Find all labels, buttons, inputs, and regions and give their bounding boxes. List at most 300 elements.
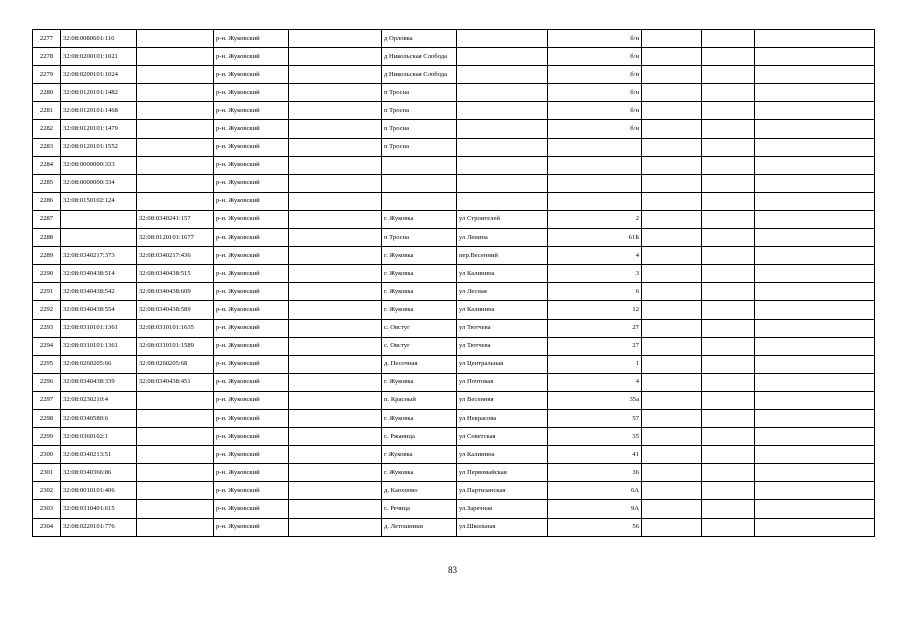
column-10-cell xyxy=(702,355,755,373)
extra-address-cell xyxy=(289,500,382,518)
table-row xyxy=(33,156,875,174)
column-10-cell xyxy=(702,319,755,337)
district-cell: р-н. Жуковский xyxy=(214,301,289,319)
extra-address-cell xyxy=(289,283,382,301)
column-9-cell xyxy=(642,247,702,265)
related-cadastral-number-cell xyxy=(137,518,214,536)
house-number-cell xyxy=(548,138,642,156)
column-10-cell xyxy=(702,138,755,156)
house-number-cell: 36 xyxy=(548,464,642,482)
table-row xyxy=(33,229,875,247)
house-number-cell: б/н xyxy=(548,66,642,84)
locality-cell: с. Ржаница xyxy=(382,428,457,446)
street-cell: ул Тютчева xyxy=(457,337,548,355)
related-cadastral-number-cell: 32:08:0340217:436 xyxy=(137,247,214,265)
cadastral-number-cell: 32:08:0360102:1 xyxy=(61,428,137,446)
district-cell: р-н. Жуковский xyxy=(214,102,289,120)
district-cell: р-н. Жуковский xyxy=(214,446,289,464)
column-11-cell xyxy=(755,337,875,355)
street-cell xyxy=(457,156,548,174)
street-cell xyxy=(457,192,548,210)
table-row xyxy=(33,446,875,464)
house-number-cell: 61Б xyxy=(548,229,642,247)
column-11-cell xyxy=(755,391,875,409)
table-row xyxy=(33,265,875,283)
extra-address-cell xyxy=(289,518,382,536)
house-number-cell: б/н xyxy=(548,84,642,102)
column-11-cell xyxy=(755,229,875,247)
row-number-cell: 2293 xyxy=(33,319,61,337)
row-number-cell: 2288 xyxy=(33,229,61,247)
related-cadastral-number-cell xyxy=(137,428,214,446)
table-row xyxy=(33,138,875,156)
cadastral-number-cell: 32:08:0340438:339 xyxy=(61,373,137,391)
table-row xyxy=(33,48,875,66)
locality-cell: п Тросна xyxy=(382,120,457,138)
cadastral-number-cell: 32:08:0260205:66 xyxy=(61,355,137,373)
district-cell: р-н. Жуковский xyxy=(214,120,289,138)
extra-address-cell xyxy=(289,373,382,391)
district-cell: р-н. Жуковский xyxy=(214,319,289,337)
related-cadastral-number-cell: 32:08:0310101:1589 xyxy=(137,337,214,355)
street-cell xyxy=(457,102,548,120)
column-11-cell xyxy=(755,428,875,446)
extra-address-cell xyxy=(289,265,382,283)
column-11-cell xyxy=(755,283,875,301)
column-9-cell xyxy=(642,66,702,84)
district-cell: р-н. Жуковский xyxy=(214,464,289,482)
extra-address-cell xyxy=(289,30,382,48)
column-11-cell xyxy=(755,120,875,138)
street-cell xyxy=(457,66,548,84)
house-number-cell: 2 xyxy=(548,210,642,228)
extra-address-cell xyxy=(289,355,382,373)
column-9-cell xyxy=(642,337,702,355)
cadastral-number-cell: 32:08:0310401:615 xyxy=(61,500,137,518)
street-cell: ул Советская xyxy=(457,428,548,446)
house-number-cell: 27 xyxy=(548,337,642,355)
column-11-cell xyxy=(755,265,875,283)
house-number-cell: 4 xyxy=(548,247,642,265)
column-10-cell xyxy=(702,518,755,536)
column-9-cell xyxy=(642,84,702,102)
house-number-cell: 35а xyxy=(548,391,642,409)
cadastral-number-cell: 32:08:0120101:1468 xyxy=(61,102,137,120)
street-cell xyxy=(457,174,548,192)
column-9-cell xyxy=(642,48,702,66)
row-number-cell: 2279 xyxy=(33,66,61,84)
row-number-cell: 2292 xyxy=(33,301,61,319)
locality-cell: г. Жуковка xyxy=(382,409,457,427)
extra-address-cell xyxy=(289,120,382,138)
district-cell: р-н. Жуковский xyxy=(214,409,289,427)
column-10-cell xyxy=(702,48,755,66)
cadastral-number-cell: 32:08:0010101:406 xyxy=(61,482,137,500)
extra-address-cell xyxy=(289,301,382,319)
column-10-cell xyxy=(702,120,755,138)
house-number-cell: 9А xyxy=(548,500,642,518)
district-cell: р-н. Жуковский xyxy=(214,156,289,174)
column-10-cell xyxy=(702,66,755,84)
street-cell: ул.Партизанская xyxy=(457,482,548,500)
extra-address-cell xyxy=(289,48,382,66)
column-9-cell xyxy=(642,102,702,120)
row-number-cell: 2283 xyxy=(33,138,61,156)
table-row xyxy=(33,409,875,427)
extra-address-cell xyxy=(289,84,382,102)
cadastral-number-cell: 32:08:0340438:542 xyxy=(61,283,137,301)
table-row xyxy=(33,319,875,337)
house-number-cell: 6 xyxy=(548,283,642,301)
page-number: 83 xyxy=(448,565,457,575)
related-cadastral-number-cell xyxy=(137,464,214,482)
extra-address-cell xyxy=(289,464,382,482)
row-number-cell: 2303 xyxy=(33,500,61,518)
locality-cell: п Тросна xyxy=(382,138,457,156)
column-9-cell xyxy=(642,464,702,482)
house-number-cell xyxy=(548,156,642,174)
cadastral-number-cell: 32:08:0000000:334 xyxy=(61,174,137,192)
locality-cell: д Орловка xyxy=(382,30,457,48)
table-row xyxy=(33,373,875,391)
street-cell: ул Калинина xyxy=(457,301,548,319)
street-cell: ул Некрасова xyxy=(457,409,548,427)
house-number-cell: 41 xyxy=(548,446,642,464)
cadastral-number-cell: 32:08:0310101:1361 xyxy=(61,337,137,355)
table-row xyxy=(33,102,875,120)
street-cell xyxy=(457,84,548,102)
cadastral-number-cell: 32:08:0120101:1552 xyxy=(61,138,137,156)
row-number-cell: 2291 xyxy=(33,283,61,301)
column-11-cell xyxy=(755,355,875,373)
cadastral-number-cell: 32:08:0340438:554 xyxy=(61,301,137,319)
column-9-cell xyxy=(642,30,702,48)
related-cadastral-number-cell: 32:08:0260205:68 xyxy=(137,355,214,373)
table-row xyxy=(33,391,875,409)
column-9-cell xyxy=(642,301,702,319)
column-11-cell xyxy=(755,247,875,265)
house-number-cell: 1 xyxy=(548,355,642,373)
cadastral-number-cell: 32:08:0340213:51 xyxy=(61,446,137,464)
column-11-cell xyxy=(755,84,875,102)
column-10-cell xyxy=(702,229,755,247)
table-row xyxy=(33,247,875,265)
column-10-cell xyxy=(702,373,755,391)
table-row xyxy=(33,120,875,138)
district-cell: р-н. Жуковский xyxy=(214,210,289,228)
house-number-cell: б/н xyxy=(548,102,642,120)
related-cadastral-number-cell: 32:08:0340438:589 xyxy=(137,301,214,319)
column-11-cell xyxy=(755,210,875,228)
column-11-cell xyxy=(755,409,875,427)
street-cell: ул Строителей xyxy=(457,210,548,228)
district-cell: р-н. Жуковский xyxy=(214,229,289,247)
extra-address-cell xyxy=(289,174,382,192)
cadastral-number-cell: 32:08:0000000:333 xyxy=(61,156,137,174)
locality-cell: д Никольская Слобода xyxy=(382,66,457,84)
house-number-cell: 4 xyxy=(548,373,642,391)
related-cadastral-number-cell: 32:08:0340241:157 xyxy=(137,210,214,228)
column-9-cell xyxy=(642,500,702,518)
district-cell: р-н. Жуковский xyxy=(214,247,289,265)
related-cadastral-number-cell xyxy=(137,409,214,427)
row-number-cell: 2302 xyxy=(33,482,61,500)
locality-cell: с. Овстуг xyxy=(382,319,457,337)
locality-cell: г. Жуковка xyxy=(382,464,457,482)
extra-address-cell xyxy=(289,66,382,84)
locality-cell: г. Жуковка xyxy=(382,301,457,319)
column-9-cell xyxy=(642,409,702,427)
extra-address-cell xyxy=(289,102,382,120)
cadastral-number-cell xyxy=(61,210,137,228)
column-10-cell xyxy=(702,482,755,500)
locality-cell: д. Каохново xyxy=(382,482,457,500)
cadastral-number-cell: 32:08:0150102:124 xyxy=(61,192,137,210)
locality-cell xyxy=(382,174,457,192)
locality-cell: г. Жуковка xyxy=(382,247,457,265)
column-10-cell xyxy=(702,265,755,283)
street-cell: ул Первомайская xyxy=(457,464,548,482)
row-number-cell: 2285 xyxy=(33,174,61,192)
related-cadastral-number-cell xyxy=(137,446,214,464)
row-number-cell: 2294 xyxy=(33,337,61,355)
column-9-cell xyxy=(642,446,702,464)
related-cadastral-number-cell xyxy=(137,102,214,120)
locality-cell xyxy=(382,156,457,174)
column-9-cell xyxy=(642,265,702,283)
row-number-cell: 2278 xyxy=(33,48,61,66)
table-row xyxy=(33,518,875,536)
column-11-cell xyxy=(755,500,875,518)
cadastral-number-cell: 32:08:0120101:1482 xyxy=(61,84,137,102)
row-number-cell: 2297 xyxy=(33,391,61,409)
table-row xyxy=(33,355,875,373)
column-10-cell xyxy=(702,428,755,446)
street-cell: ул.Заречная xyxy=(457,500,548,518)
table-row xyxy=(33,84,875,102)
locality-cell: с. Речица xyxy=(382,500,457,518)
row-number-cell: 2298 xyxy=(33,409,61,427)
row-number-cell: 2289 xyxy=(33,247,61,265)
table-row xyxy=(33,192,875,210)
extra-address-cell xyxy=(289,156,382,174)
street-cell xyxy=(457,48,548,66)
extra-address-cell xyxy=(289,446,382,464)
extra-address-cell xyxy=(289,409,382,427)
cadastral-number-cell: 32:08:0080601:116 xyxy=(61,30,137,48)
house-number-cell: 56 xyxy=(548,518,642,536)
column-9-cell xyxy=(642,319,702,337)
column-9-cell xyxy=(642,482,702,500)
column-10-cell xyxy=(702,84,755,102)
column-10-cell xyxy=(702,247,755,265)
column-11-cell xyxy=(755,138,875,156)
row-number-cell: 2280 xyxy=(33,84,61,102)
column-10-cell xyxy=(702,446,755,464)
column-11-cell xyxy=(755,319,875,337)
cadastral-number-cell: 32:08:0340366:86 xyxy=(61,464,137,482)
house-number-cell: б/н xyxy=(548,120,642,138)
column-9-cell xyxy=(642,283,702,301)
cadastral-number-cell: 32:08:0340580:6 xyxy=(61,409,137,427)
district-cell: р-н. Жуковский xyxy=(214,428,289,446)
related-cadastral-number-cell xyxy=(137,482,214,500)
extra-address-cell xyxy=(289,247,382,265)
extra-address-cell xyxy=(289,482,382,500)
table-row xyxy=(33,301,875,319)
row-number-cell: 2304 xyxy=(33,518,61,536)
cadastral-number-cell: 32:08:0340438:514 xyxy=(61,265,137,283)
house-number-cell: 3 xyxy=(548,265,642,283)
cadastral-number-cell: 32:08:0310101:1361 xyxy=(61,319,137,337)
row-number-cell: 2290 xyxy=(33,265,61,283)
street-cell: ул Ленина xyxy=(457,229,548,247)
column-11-cell xyxy=(755,156,875,174)
locality-cell: с. Овстуг xyxy=(382,337,457,355)
extra-address-cell xyxy=(289,337,382,355)
column-11-cell xyxy=(755,174,875,192)
column-9-cell xyxy=(642,391,702,409)
column-10-cell xyxy=(702,301,755,319)
locality-cell: г. Жуковка xyxy=(382,210,457,228)
table-row xyxy=(33,66,875,84)
column-10-cell xyxy=(702,464,755,482)
street-cell: ул Почтовая xyxy=(457,373,548,391)
column-9-cell xyxy=(642,120,702,138)
related-cadastral-number-cell: 32:08:0340438:609 xyxy=(137,283,214,301)
column-9-cell xyxy=(642,174,702,192)
street-cell: пер.Весенний xyxy=(457,247,548,265)
locality-cell: д. Песочная xyxy=(382,355,457,373)
locality-cell: г. Жуковка xyxy=(382,283,457,301)
register-table xyxy=(32,29,875,537)
cadastral-number-cell: 32:08:0200101:1021 xyxy=(61,48,137,66)
column-9-cell xyxy=(642,138,702,156)
locality-cell: д. Летошники xyxy=(382,518,457,536)
house-number-cell xyxy=(548,174,642,192)
column-11-cell xyxy=(755,518,875,536)
district-cell: р-н. Жуковский xyxy=(214,482,289,500)
table-row xyxy=(33,464,875,482)
row-number-cell: 2301 xyxy=(33,464,61,482)
column-9-cell xyxy=(642,428,702,446)
locality-cell: п Тросна xyxy=(382,102,457,120)
cadastral-number-cell: 32:08:0230210:4 xyxy=(61,391,137,409)
table-row xyxy=(33,500,875,518)
column-10-cell xyxy=(702,30,755,48)
row-number-cell: 2284 xyxy=(33,156,61,174)
house-number-cell xyxy=(548,192,642,210)
column-11-cell xyxy=(755,464,875,482)
column-9-cell xyxy=(642,156,702,174)
house-number-cell: 57 xyxy=(548,409,642,427)
related-cadastral-number-cell xyxy=(137,30,214,48)
district-cell: р-н. Жуковский xyxy=(214,373,289,391)
table-row xyxy=(33,30,875,48)
extra-address-cell xyxy=(289,229,382,247)
column-10-cell xyxy=(702,174,755,192)
column-9-cell xyxy=(642,229,702,247)
house-number-cell: б/н xyxy=(548,30,642,48)
extra-address-cell xyxy=(289,192,382,210)
street-cell: ул Весенняя xyxy=(457,391,548,409)
row-number-cell: 2300 xyxy=(33,446,61,464)
cadastral-number-cell: 32:08:0120101:1479 xyxy=(61,120,137,138)
column-10-cell xyxy=(702,337,755,355)
district-cell: р-н. Жуковский xyxy=(214,518,289,536)
table-row xyxy=(33,482,875,500)
column-11-cell xyxy=(755,30,875,48)
district-cell: р-н. Жуковский xyxy=(214,500,289,518)
street-cell xyxy=(457,30,548,48)
extra-address-cell xyxy=(289,210,382,228)
district-cell: р-н. Жуковский xyxy=(214,138,289,156)
related-cadastral-number-cell: 32:08:0120101:1677 xyxy=(137,229,214,247)
column-10-cell xyxy=(702,210,755,228)
related-cadastral-number-cell xyxy=(137,84,214,102)
house-number-cell: б/н xyxy=(548,48,642,66)
column-11-cell xyxy=(755,446,875,464)
column-9-cell xyxy=(642,373,702,391)
column-9-cell xyxy=(642,518,702,536)
locality-cell: п. Красный xyxy=(382,391,457,409)
related-cadastral-number-cell xyxy=(137,138,214,156)
district-cell: р-н. Жуковский xyxy=(214,391,289,409)
row-number-cell: 2295 xyxy=(33,355,61,373)
district-cell: р-н. Жуковский xyxy=(214,48,289,66)
column-11-cell xyxy=(755,192,875,210)
district-cell: р-н. Жуковский xyxy=(214,30,289,48)
related-cadastral-number-cell xyxy=(137,48,214,66)
column-11-cell xyxy=(755,48,875,66)
row-number-cell: 2282 xyxy=(33,120,61,138)
related-cadastral-number-cell: 32:08:0340438:515 xyxy=(137,265,214,283)
district-cell: р-н. Жуковский xyxy=(214,283,289,301)
related-cadastral-number-cell xyxy=(137,500,214,518)
column-11-cell xyxy=(755,66,875,84)
related-cadastral-number-cell xyxy=(137,174,214,192)
row-number-cell: 2281 xyxy=(33,102,61,120)
table-row xyxy=(33,283,875,301)
cadastral-number-cell: 32:08:0200101:1024 xyxy=(61,66,137,84)
extra-address-cell xyxy=(289,319,382,337)
street-cell: ул Центральная xyxy=(457,355,548,373)
district-cell: р-н. Жуковский xyxy=(214,265,289,283)
column-10-cell xyxy=(702,391,755,409)
column-10-cell xyxy=(702,283,755,301)
extra-address-cell xyxy=(289,138,382,156)
locality-cell: г. Жуковка xyxy=(382,373,457,391)
cadastral-number-cell xyxy=(61,229,137,247)
row-number-cell: 2296 xyxy=(33,373,61,391)
row-number-cell: 2286 xyxy=(33,192,61,210)
related-cadastral-number-cell xyxy=(137,66,214,84)
column-11-cell xyxy=(755,301,875,319)
district-cell: р-н. Жуковский xyxy=(214,192,289,210)
locality-cell: г Жуковка xyxy=(382,446,457,464)
related-cadastral-number-cell: 32:08:0340438:451 xyxy=(137,373,214,391)
related-cadastral-number-cell xyxy=(137,391,214,409)
district-cell: р-н. Жуковский xyxy=(214,66,289,84)
table-row xyxy=(33,174,875,192)
table-row xyxy=(33,210,875,228)
column-10-cell xyxy=(702,409,755,427)
related-cadastral-number-cell xyxy=(137,192,214,210)
column-9-cell xyxy=(642,192,702,210)
related-cadastral-number-cell xyxy=(137,120,214,138)
cadastral-number-cell: 32:08:0220101:776 xyxy=(61,518,137,536)
street-cell: ул Тютчева xyxy=(457,319,548,337)
